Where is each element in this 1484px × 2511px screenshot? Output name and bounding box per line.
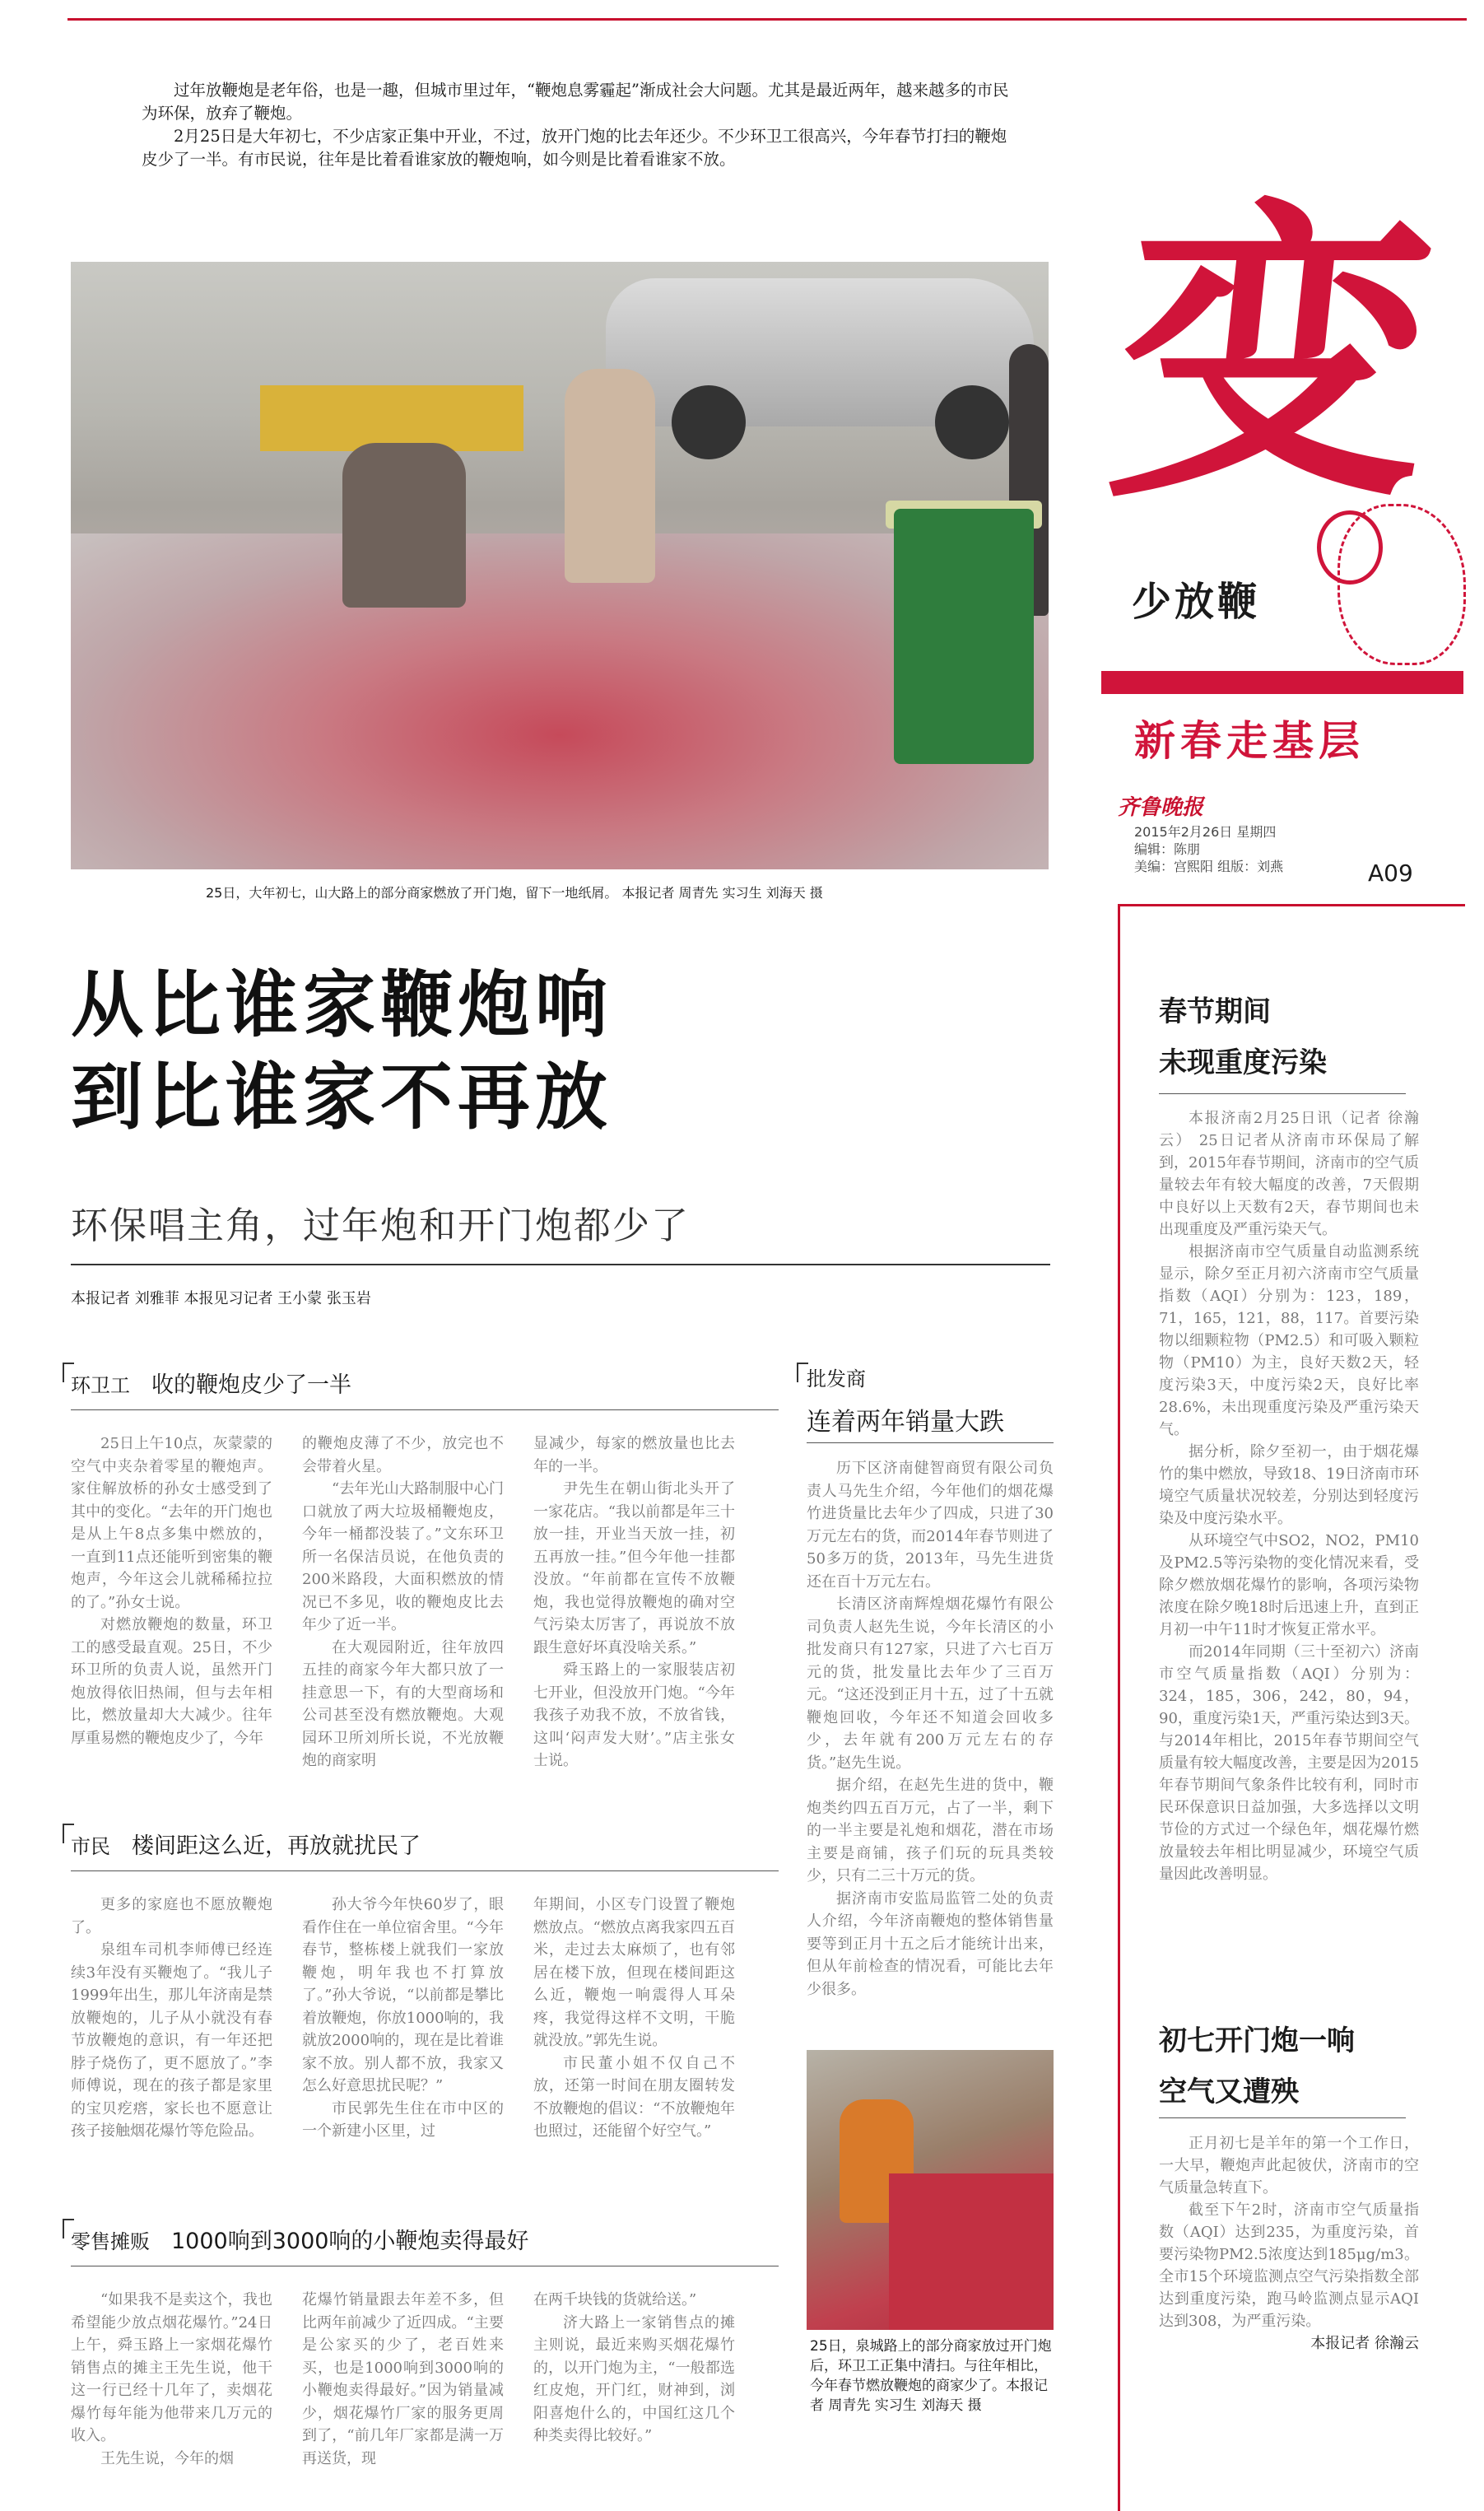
paragraph: 市民董小姐不仅自己不放，还第一时间在朋友圈转发不放鞭炮的倡议：“不放鞭炮年也照过，还能留个好空气。” — [533, 2054, 735, 2140]
byline: 本报记者 刘雅菲 本报见习记者 王小蒙 张玉岩 — [71, 1290, 371, 1307]
article-column — [71, 2289, 272, 2470]
top-rule — [67, 18, 1467, 21]
paragraph: 舜玉路上的一家服装店初七开业，但没放开门炮。“今年我孩子劝我不放，不放省钱，这叫‘闷声发大财’。”店主张女士说。 — [533, 1661, 735, 1769]
sidebar-title-line: 未现重度污染 — [1159, 1046, 1327, 1079]
column-title: 少放鞭 — [1132, 579, 1261, 625]
sidebar-rule — [1159, 1093, 1406, 1094]
sidebar-title-2 — [1159, 2015, 1355, 2117]
paragraph: “如果我不是卖这个，我也希望能少放点烟花爆竹。”24日上午，舜玉路上一家烟花爆竹销售点的摊主王先生说，他干这一行已经十几年了，卖烟花爆竹每年能为他带来几万元的收入。 — [71, 2291, 272, 2444]
paragraph: 泉组车司机李师傅已经连续3年没有买鞭炮了。“我儿子1999年出生，那儿年济南是禁放鞭炮的，儿子从小就没有春节放鞭炮的意识，有一年还把脖子烧伤了，更不愿放了。”李师傅说，现在的孩子都是家里的宝贝疙瘩，家长也不愿意让孩子接触烟花爆竹等危险品。 — [71, 1941, 272, 2140]
paragraph: 历下区济南健智商贸有限公司负责人马先生介绍，今年他们的烟花爆竹进货量比去年少了四成，只进了30万元左右的货，而2014年春节则进了50多万的货，2013年，马先生进货还在百十万元左右。 — [807, 1460, 1054, 1591]
section-rule — [71, 1409, 779, 1410]
section-rule — [807, 1442, 1054, 1443]
paragraph: 25日上午10点，灰蒙蒙的空气中夹杂着零星的鞭炮声。家住解放桥的孙女士感受到了其中的变化。“去年的开门炮也是从上午8点多集中燃放的，一直到11点还能听到密集的鞭炮声，今年这会儿就稀稀拉拉的了。”孙女士说。 — [71, 1435, 272, 1611]
article-column — [302, 1894, 504, 2143]
red-banner — [1101, 671, 1463, 694]
page-number: A09 — [1368, 860, 1413, 887]
paragraph: 据分析，除夕至初一，由于烟花爆竹的集中燃放，导致18、19日济南市环境空气质量状况较差，分别达到轻度污染及中度污染水平。 — [1159, 1443, 1419, 1527]
section-label-wholesaler: 批发商 — [807, 1367, 866, 1391]
designer-credit: 美编：宫熙阳 组版：刘燕 — [1134, 859, 1284, 874]
section-heading-sanitation — [71, 1367, 351, 1399]
intro-paragraph-2: 2月25日是大年初七，不少店家正集中开业，不过，放开门炮的比去年还少。不少环卫工很高兴，今年春节打扫的鞭炮皮少了一半。有市民说，往年是比着看谁家放的鞭炮响，如今则是比着看谁家不放。 — [142, 127, 1007, 169]
sidebar-top-rule — [1118, 904, 1465, 906]
paragraph: 正月初七是羊年的第一个工作日，一大早，鞭炮声此起彼伏，济南市的空气质量急转直下。 — [1159, 2135, 1419, 2197]
headline-line-2: 到比谁家不再放 — [71, 1055, 613, 1139]
paragraph: 对燃放鞭炮的数量，环卫工的感受最直观。25日，不少环卫所的负责人说，虽然开门炮放得依旧热闹，但与去年相比，燃放量却大大减少。往年厚重易燃的鞭炮皮少了，今年 — [71, 1616, 272, 1747]
sidebar-rule — [1159, 2117, 1406, 2118]
section-label: 环卫工 — [71, 1374, 130, 1397]
section-rule — [71, 1870, 779, 1871]
section-label: 零售摊贩 — [71, 2230, 150, 2253]
paragraph: 显减少，每家的燃放量也比去年的一半。 — [533, 1435, 735, 1475]
section-label: 市民 — [71, 1835, 110, 1858]
sidebar-left-rule — [1118, 904, 1120, 2511]
paragraph: 更多的家庭也不愿放鞭炮了。 — [71, 1896, 272, 1936]
sidebar-title-line: 春节期间 — [1159, 995, 1271, 1028]
sidebar-article-2 — [1159, 2132, 1419, 2355]
paragraph: 在大观园附近，往年放四五挂的商家今年大都只放了一挂意思一下，有的大型商场和公司甚至没有燃放鞭炮。大观园环卫所刘所长说，不光放鞭炮的商家明 — [302, 1638, 504, 1769]
sidebar-title-line: 空气又遭殃 — [1159, 2075, 1299, 2108]
intro-paragraph-1: 过年放鞭炮是老年俗，也是一趣，但城市里过年，“鞭炮息雾霾起”渐成社会大问题。尤其是最近两年，越来越多的市民为环保，放弃了鞭炮。 — [142, 81, 1009, 123]
sweeper-photo — [807, 2050, 1054, 2330]
section-title: 楼间距这么近，再放就扰民了 — [132, 1833, 421, 1859]
paragraph: 而2014年同期（三十至初六）济南市空气质量指数（AQI）分别为：324，185，306，242，80，94，90，重度污染1天，严重污染达到3天。与2014年相比，2015年春节期间空气质量有较大幅度改善，主要是因为2015年春节期间气象条件比较有利，同时市民环保意识日益加强，大多选择以文明节俭的方式过一个绿色年，烟花爆竹燃放量较去年相比明显减少，环境空气质量因此改善明显。 — [1159, 1643, 1419, 1883]
photo-car-wheel — [672, 385, 746, 459]
paragraph: 据介绍，在赵先生进的货中，鞭炮类约四五百万元，占了一半，剩下的一半主要是礼炮和烟花，潜在市场主要是商铺，孩子们玩的玩具类较少，只有二三十万元的货。 — [807, 1777, 1054, 1884]
goat-papercut-body — [1337, 504, 1466, 665]
paragraph: 济大路上一家销售点的摊主则说，最近来购买烟花爆竹的，以开门炮为主，“一般都选红皮炮，开门红，财神到，浏阳喜炮什么的，中国红这几个种类卖得比较好。” — [533, 2313, 735, 2444]
photo-man-crouching — [342, 443, 466, 608]
section-title: 收的鞭炮皮少了一半 — [151, 1372, 351, 1398]
issue-date: 2015年2月26日 星期四 — [1134, 824, 1277, 840]
article-column — [302, 1433, 504, 1773]
main-photo — [71, 262, 1049, 869]
sidebar-article-1 — [1159, 1107, 1419, 1885]
photo-firework-boxes — [260, 385, 523, 451]
paragraph: 长清区济南辉煌烟花爆竹有限公司负责人赵先生说，今年长清区的小批发商只有127家，只进了六七百万元的货，批发量比去年少了三百万元。“这还没到正月十五，过了十五就鞭炮回收，今年还不知道会回收多少，去年就有200万元左右的存货。”赵先生说。 — [807, 1596, 1054, 1772]
sidebar-title-line: 初七开门炮一响 — [1159, 2024, 1355, 2057]
article-column — [533, 1894, 735, 2143]
paragraph: 据济南市安监局监管二处的负责人介绍，今年济南鞭炮的整体销售量要等到正月十五之后才能统计出来，但从年前检查的情况看，可能比去年少很多。 — [807, 1889, 1054, 1998]
page-meta — [1134, 823, 1283, 875]
paragraph: 在两千块钱的货就给送。” — [533, 2291, 697, 2308]
photo-red-paper-pile — [889, 2173, 1054, 2330]
paragraph: 的鞭炮皮薄了不少，放完也不会带着火星。 — [302, 1435, 504, 1475]
article-column — [71, 1433, 272, 1749]
paragraph: “去年光山大路制服中心门口就放了两大垃圾桶鞭炮皮，今年一桶都没装了。”文东环卫所一名保洁员说，在他负责的200米路段，大面积燃放的情况已不多见，收的鞭炮皮比去年少了近一半。 — [302, 1480, 504, 1633]
intro-text — [142, 79, 1014, 171]
paragraph: 根据济南市空气质量自动监测系统显示，除夕至正月初六济南市空气质量指数（AQI）分别为：123，189，71，165，121，88，117。首要污染物以细颗粒物（PM2.5）和可吸入颗粒物（PM10）为主，良好天数2天，轻度污染3天，中度污染2天，良好比率28.6%，未出现重度污染及严重污染天气。 — [1159, 1243, 1419, 1438]
article-column — [807, 1457, 1054, 2001]
headline-line-1: 从比谁家鞭炮响 — [71, 962, 613, 1047]
headline — [71, 959, 976, 1144]
title-character: 变 — [1099, 171, 1451, 539]
section-title: 1000响到3000响的小鞭炮卖得最好 — [171, 2229, 529, 2254]
headline-rule — [71, 1264, 1050, 1265]
newspaper-logo: 齐鲁晚报 — [1118, 795, 1204, 820]
paragraph: 王先生说，今年的烟 — [100, 2449, 234, 2467]
paragraph: 尹先生在朝山街北头开了一家花店。“我以前都是年三十放一挂，开业当天放一挂，初五再放一挂。”但今年他一挂都没放。“年前都在宣传不放鞭炮，我也觉得放鞭炮的确对空气污染太厉害了，再说放不放跟生意好坏真没啥关系。” — [533, 1480, 735, 1656]
photo-caption: 25日，大年初七，山大路上的部分商家燃放了开门炮，留下一地纸屑。 本报记者 周青先 实习生 刘海天 摄 — [206, 885, 823, 901]
paragraph: 花爆竹销量跟去年差不多，但比两年前减少了近四成。“主要是公家买的少了，老百姓来买，也是1000响到3000响的小鞭炮卖得最好。”因为销量减少，烟花爆竹厂家的服务更周到了，“前几年厂家都是满一万再送货，现 — [302, 2291, 504, 2467]
article-column — [533, 2289, 735, 2448]
series-title: 新春走基层 — [1134, 717, 1365, 765]
photo-man-sweeping — [565, 369, 655, 583]
photo-car-wheel — [935, 385, 1009, 459]
article-column — [302, 2289, 504, 2470]
paragraph: 孙大爷今年快60岁了，眼看作住在一单位宿舍里。“今年春节，整栋楼上就我们一家放鞭炮，明年我也不打算放了。”孙大爷说，“以前都是攀比着放鞭炮，你放1000响的，我就放2000响的，现在是比着谁家不放。别人都不放，我家又怎么好意思扰民呢？” — [302, 1896, 504, 2094]
paragraph: 年期间，小区专门设置了鞭炮燃放点。“燃放点离我家四五百米，走过去太麻烦了，也有邻居在楼下放，但现在楼间距这么近，鞭炮一响震得人耳朵疼，我觉得这样不文明，干脆就没放。”郭先生说。 — [533, 1896, 735, 2049]
article-column — [533, 1433, 735, 1773]
editor-credit: 编辑：陈朋 — [1134, 841, 1201, 857]
sidebar-title-1 — [1159, 986, 1327, 1088]
paragraph: 截至下午2时，济南市空气质量指数（AQI）达到235，为重度污染，首要污染物PM2.5浓度达到185μg/m3。全市15个环境监测点空气污染指数全部达到重度污染，跑马岭监测点显示AQI达到308，为严重污染。 — [1159, 2201, 1419, 2330]
section-heading-citizens — [71, 1828, 421, 1860]
photo-green-bin — [894, 509, 1034, 764]
section-heading-retail — [71, 2223, 528, 2255]
article-column — [71, 1894, 272, 2143]
sidebar-byline: 本报记者 徐瀚云 — [1310, 2335, 1419, 2352]
subheadline: 环保唱主角，过年炮和开门炮都少了 — [71, 1204, 691, 1247]
paragraph: 本报济南2月25日讯（记者 徐瀚云） 25日记者从济南市环保局了解到，2015年春节期间，济南市的空气质量较去年有较大幅度的改善，7天假期中良好以上天数有2天，春节期间也未出现重度及严重污染天气。 — [1159, 1110, 1419, 1238]
section-title-wholesaler: 连着两年销量大跌 — [807, 1408, 1004, 1437]
sweeper-photo-caption: 25日，泉城路上的部分商家放过开门炮后，环卫工正集中清扫。与往年相比，今年春节燃放鞭炮的商家少了。本报记者 周青先 实习生 刘海天 摄 — [810, 2338, 1052, 2414]
paragraph: 从环境空气中SO2，NO2，PM10及PM2.5等污染物的变化情况来看，受除夕燃放烟花爆竹的影响，各项污染物浓度在除夕晚18时后迅速上升，直到正月初一中午11时才恢复正常水平。 — [1159, 1532, 1419, 1638]
paragraph: 市民郭先生住在市中区的一个新建小区里，过 — [302, 2099, 504, 2140]
